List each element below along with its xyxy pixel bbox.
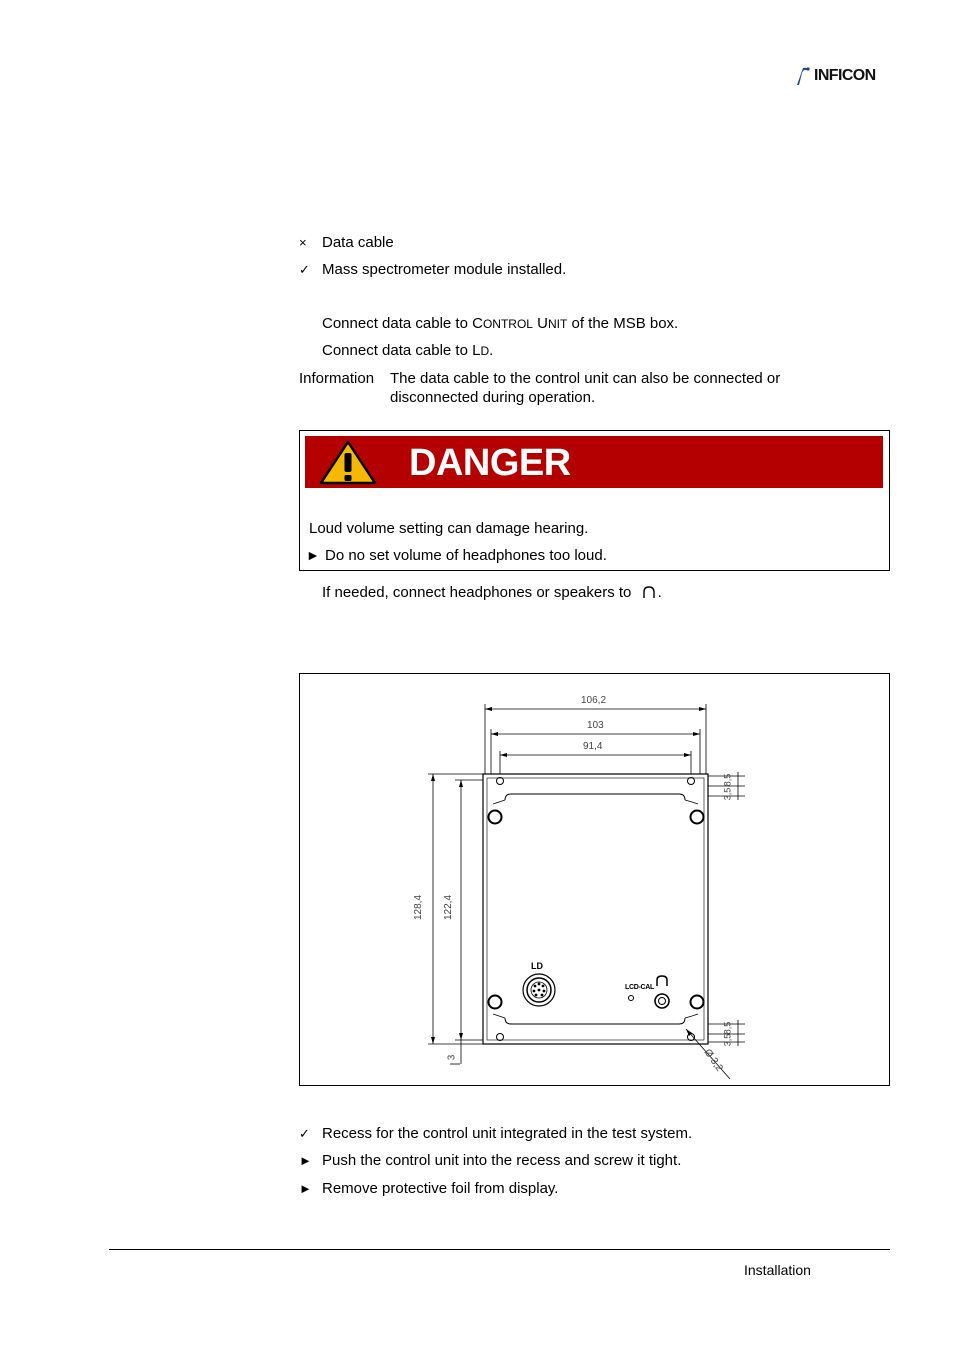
step-connect-ld — [322, 342, 493, 359]
arrow-right-icon: ► — [299, 1153, 312, 1168]
danger-warning: Loud volume setting can damage hearing. — [309, 520, 589, 537]
danger-box — [299, 430, 890, 571]
step-headphones — [322, 584, 662, 601]
dim-top-right-a: 8,5 — [722, 773, 733, 787]
control-unit-dimension-drawing — [300, 674, 889, 1085]
installation-step-text: Remove protective foil from display. — [322, 1180, 559, 1197]
installation-step-text: Recess for the control unit integrated in the test system. — [322, 1125, 693, 1142]
step-text: Connect data cable to — [322, 342, 473, 359]
arrow-right-icon: ► — [299, 1181, 312, 1196]
requirement-text: Data cable — [322, 234, 394, 251]
step-text: Connect data cable to — [322, 315, 473, 332]
information-note — [299, 369, 830, 407]
installation-step — [299, 1125, 692, 1142]
ld-connector — [523, 974, 555, 1006]
dim-bottom-offset: 3 — [446, 1054, 458, 1061]
dim-bottom-right-a: 8,5 — [722, 1021, 733, 1035]
small-caps-initial: L — [472, 342, 481, 359]
requirement-item — [299, 261, 566, 278]
check-icon: ✓ — [299, 262, 310, 277]
installation-step-text: Push the control unit into the recess and screw it tight. — [322, 1152, 682, 1169]
dim-bottom-right-b: 3,5 — [722, 1033, 733, 1047]
danger-title: DANGER — [409, 442, 571, 484]
logo-text: INFICON — [814, 67, 876, 84]
small-caps-rest: ONTROL — [482, 317, 533, 331]
danger-action — [306, 547, 607, 564]
headphones-icon — [640, 585, 658, 599]
installation-step — [299, 1180, 558, 1197]
step-text: If needed, connect headphones or speakers to — [322, 584, 632, 601]
information-text: The data cable to the control unit can also be connected or disconnected during operation. — [390, 370, 781, 406]
dim-hole-diameter: Ø 3,2 — [701, 1047, 725, 1074]
warning-triangle-icon — [319, 439, 377, 485]
footer-divider — [109, 1249, 890, 1250]
dim-width-outer: 106,2 — [581, 695, 607, 706]
dim-width-holes: 91,4 — [583, 741, 603, 752]
information-label: Information — [299, 370, 375, 387]
dimension-drawing-frame — [299, 673, 890, 1086]
installation-step — [299, 1152, 681, 1169]
label-lcd-cal: LCD-CAL — [625, 984, 655, 991]
dim-top-right-b: 3,5 — [722, 787, 733, 801]
requirement-text: Mass spectrometer module installed. — [322, 261, 567, 278]
danger-banner — [305, 436, 883, 488]
label-ld: LD — [531, 961, 543, 971]
footer-section: Installation — [744, 1262, 811, 1278]
inficon-logo-icon — [794, 66, 812, 86]
small-caps-rest: D — [480, 344, 490, 358]
small-caps-rest: NIT — [547, 317, 568, 331]
dim-height-mid: 122,4 — [443, 894, 455, 921]
step-text: . — [657, 584, 662, 601]
small-caps-initial: U — [537, 315, 548, 332]
arrow-right-icon: ► — [306, 547, 320, 563]
dim-height-outer: 128,4 — [413, 894, 425, 921]
step-text: . — [489, 342, 494, 359]
requirement-item — [299, 234, 394, 251]
dim-width-mid: 103 — [587, 720, 604, 731]
step-text: of the MSB box. — [567, 315, 679, 332]
step-connect-control-unit — [322, 315, 678, 332]
check-icon: ✓ — [299, 1126, 310, 1141]
inficon-logo — [794, 66, 876, 86]
cross-icon: × — [299, 235, 307, 250]
danger-action-text: Do no set volume of headphones too loud. — [325, 547, 607, 564]
small-caps-initial: C — [472, 315, 483, 332]
